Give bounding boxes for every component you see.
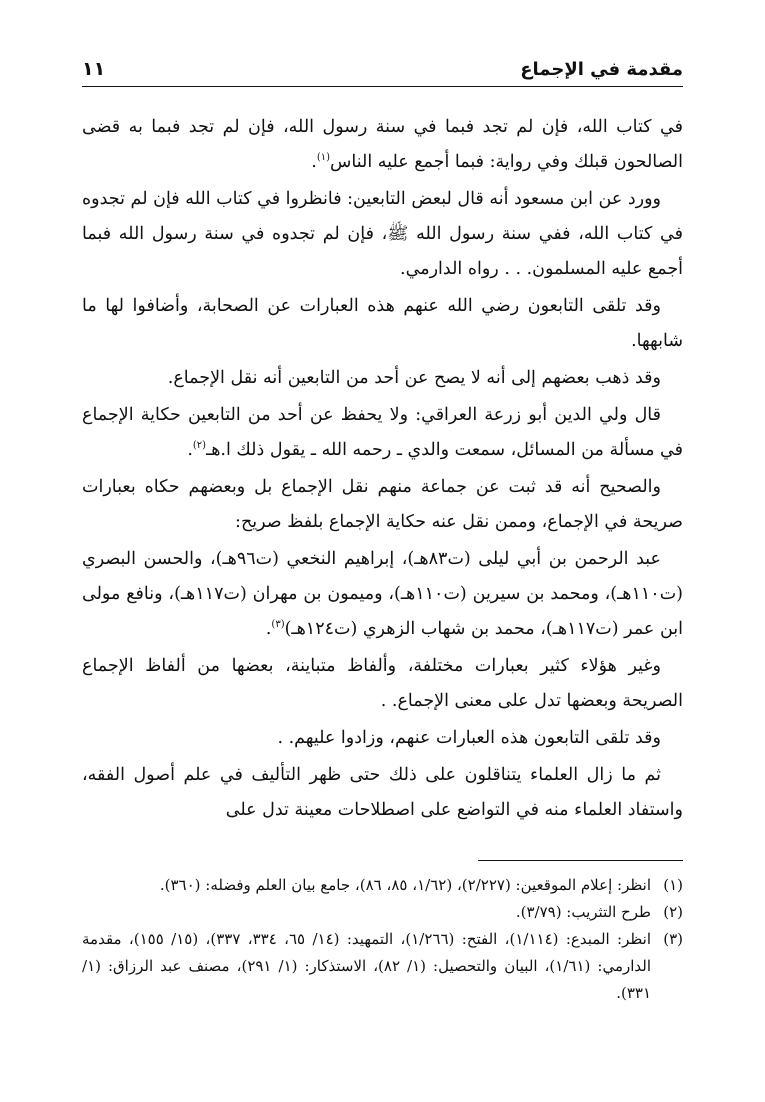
footnote-2	[82, 899, 683, 926]
paragraph-7-end: .	[265, 619, 272, 639]
footnote-text: انظر: المبدع: (١/١١٤)، الفتح: (١/٢٦٦)، التمهيد: (١٤/ ٦٥، ٣٣٤، ٣٣٧)، (١٥/ ١٥٥)، مقدمة الدارمي: (١/٦١)، البيان والتحصيل: (١/ ٨٢)، الاستذكار: (١/ ٢٩١)، مصنف عبد الرزاق: (١/ ٣٣١).	[82, 930, 652, 1002]
paragraph-5-text: قال ولي الدين أبو زرعة العراقي: ولا يحفظ عن أحد من التابعين حكاية الإجماع في مسألة من المسائل، سمعت والدي ـ رحمه الله ـ يقول ذلك ا.هـ	[82, 405, 683, 460]
footnote-1	[82, 872, 683, 899]
footnotes	[82, 872, 683, 1007]
footnote-ref-2: (٢)	[192, 440, 207, 452]
main-text	[82, 110, 683, 830]
footnote-number: (١)	[663, 876, 683, 894]
footnote-number: (٣)	[663, 930, 683, 948]
paragraph-7	[82, 542, 683, 647]
paragraph-1	[82, 110, 683, 180]
paragraph-4: وقد ذهب بعضهم إلى أنه لا يصح عن أحد من التابعين أنه نقل الإجماع.	[167, 368, 661, 388]
footnote-text: طرح التثريب: (٣/٧٩).	[515, 903, 651, 921]
footnote-number: (٢)	[663, 903, 683, 921]
footnote-ref-1: (١)	[316, 152, 331, 164]
paragraph-5-end: .	[187, 440, 193, 460]
paragraph-1-end: .	[311, 152, 317, 172]
footnote-ref-3: (٣)	[271, 619, 285, 631]
paragraph-5	[82, 398, 683, 468]
paragraph-1-text: في كتاب الله، فإن لم تجد فبما في سنة رسول الله، فإن لم تجد فبما به قضى الصالحون قبلك وفي رواية: فبما أجمع عليه الناس	[82, 117, 683, 172]
paragraph-2: وورد عن ابن مسعود أنه قال لبعض التابعين: فانظروا في كتاب الله فإن لم تجدوه في كتاب الله، ففي سنة رسول الله ﷺ، فإن لم تجدوه في سنة رسول الله فبما أجمع عليه المسلمون. . . رواه الدارمي.	[82, 189, 683, 279]
paragraph-9: وقد تلقى التابعون هذه العبارات عنهم، وزادوا عليهم. .	[277, 728, 661, 748]
paragraph-7-text: عبد الرحمن بن أبي ليلى (ت٨٣هـ)، إبراهيم النخعي (ت٩٦هـ)، والحسن البصري (ت١١٠هـ)، ومحمد بن سيرين (ت١١٠هـ)، وميمون بن مهران (ت١١٧هـ)، ونافع مولى ابن عمر (ت١١٧هـ)، محمد بن شهاب الزهري (ت١٢٤هـ)	[82, 549, 684, 639]
footnote-text: انظر: إعلام الموقعين: (٢/٢٢٧)، (١/٦٢، ٨٥، ٨٦)، جامع بيان العلم وفضله: (٣٦٠).	[159, 876, 651, 894]
running-title: مقدمة في الإجماع	[520, 59, 683, 80]
paragraph-8: وغير هؤلاء كثير بعبارات مختلفة، وألفاظ متباينة، بعضها من ألفاظ الإجماع الصريحة وبعضها تدل على معنى الإجماع. .	[82, 656, 683, 711]
footnote-divider	[478, 860, 683, 861]
paragraph-3: وقد تلقى التابعون رضي الله عنهم هذه العبارات عن الصحابة، وأضافوا لها ما شابهها.	[82, 296, 683, 351]
paragraph-6: والصحيح أنه قد ثبت عن جماعة منهم نقل الإجماع بل وبعضهم حكاه بعبارات صريحة في الإجماع، وممن نقل عنه حكاية الإجماع بلفظ صريح:	[82, 477, 683, 532]
footnote-3	[82, 926, 683, 1007]
page-header	[82, 50, 683, 87]
page-number: ١١	[82, 58, 106, 80]
paragraph-10: ثم ما زال العلماء يتناقلون على ذلك حتى ظهر التأليف في علم أصول الفقه، واستفاد العلماء منه في التواضع على اصطلاحات معينة تدل على	[82, 765, 683, 820]
